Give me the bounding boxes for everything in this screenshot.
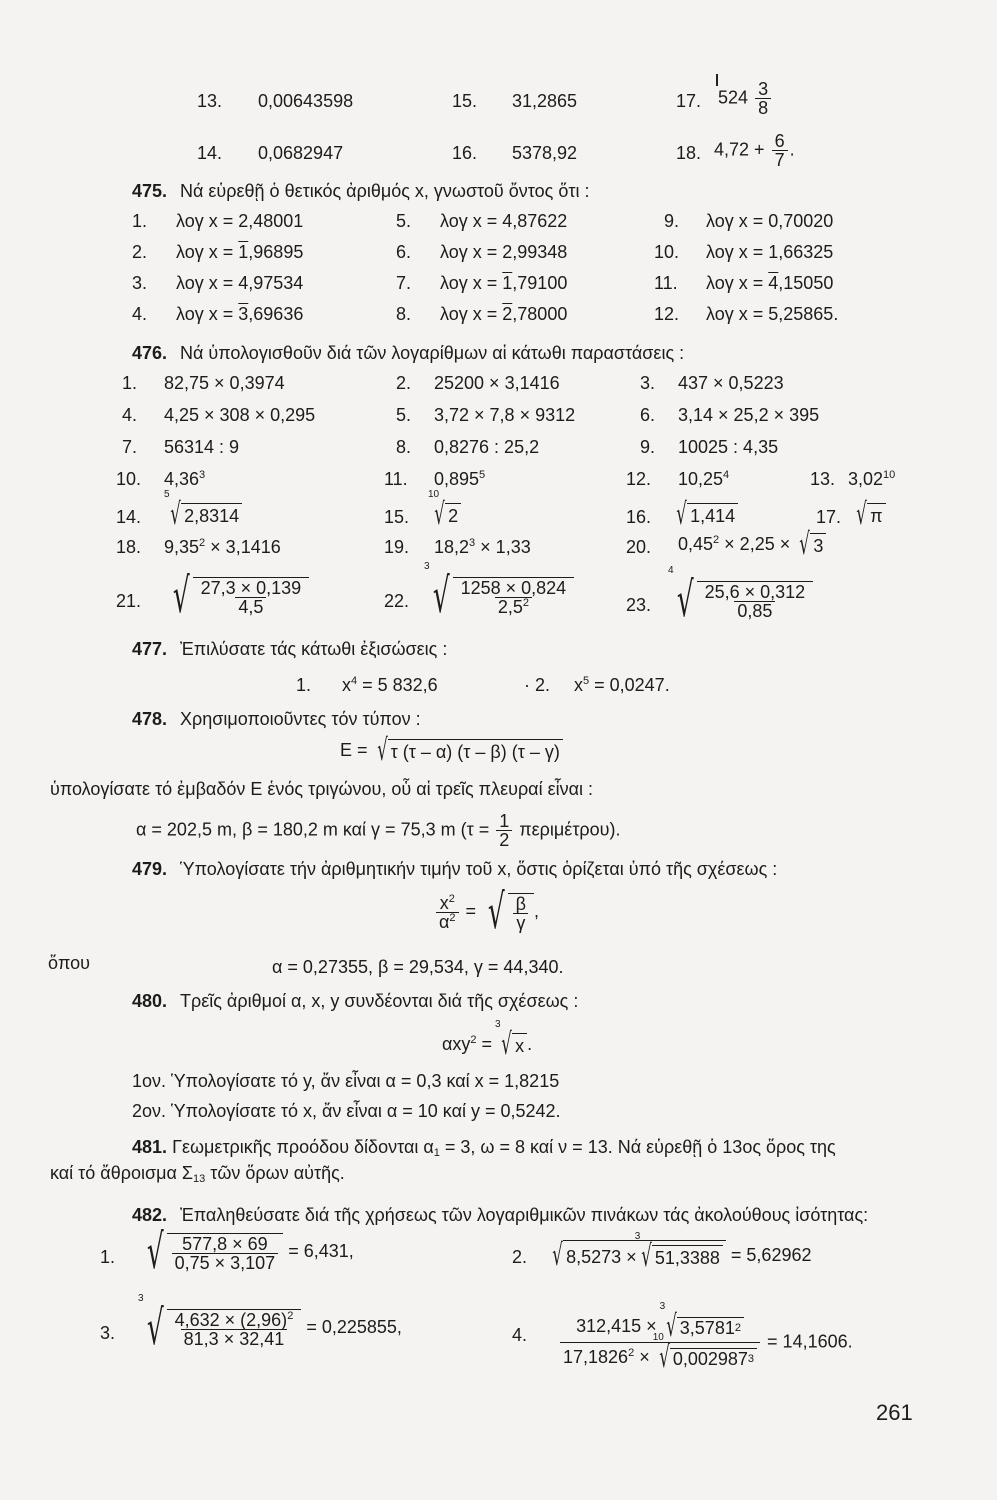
item-14-value: 0,0682947 xyxy=(258,143,344,163)
list-item: λογ x = 2,78000 xyxy=(440,304,568,324)
list-item: 9. xyxy=(640,437,656,457)
item-15-value: 31,2865 xyxy=(512,91,578,111)
list-item: 9. xyxy=(664,211,680,231)
exercise-477-number: 477. xyxy=(132,639,168,659)
root-expression: 10 √ 2 xyxy=(430,500,461,530)
list-item: λογ x = 2,99348 xyxy=(440,242,568,262)
list-item: 5. xyxy=(396,405,412,425)
list-item: 2. xyxy=(132,242,148,262)
list-item: 3,72 × 7,8 × 9312 xyxy=(434,405,576,425)
list-item: λογ x = 5,25865. xyxy=(706,304,839,324)
equation: $x^4 = 5$ 832,6 xyxy=(342,675,438,695)
triangle-sides: α = 202,5 m, β = 180,2 m καί γ = 75,3 m (τ = $\frac{1}{2}$ περιμέτρου). xyxy=(136,811,621,850)
list-item: $0,45^2 \times 2,25$ × √ 3 xyxy=(678,530,826,560)
list-item: 11. xyxy=(384,469,408,489)
exercise-478-number: 478. xyxy=(132,709,168,729)
exercise-478-text2: ὑπολογίσατε τό ἐμβαδόν Ε ἑνός τριγώνου, οὗ αἱ τρεῖς πλευραί εἶναι : xyxy=(50,779,594,799)
item-17-num: 17. xyxy=(676,91,702,111)
list-item: 25200 × 3,1416 xyxy=(434,373,560,393)
exercise-476-number: 476. xyxy=(132,343,168,363)
list-item: 4. xyxy=(132,304,148,324)
list-item: 14. xyxy=(116,507,142,527)
list-item: 6. xyxy=(396,242,412,262)
list-item: 13. xyxy=(810,469,836,489)
list-item: 0,8276 : 25,2 xyxy=(434,437,540,457)
where-label: ὅπου xyxy=(48,953,91,973)
question-2: 2ον. Ὑπολογίσατε τό x, ἄν εἶναι α = 10 καί y = 0,5242. xyxy=(132,1101,561,1121)
list-item: 19. xyxy=(384,537,410,557)
list-item: λογ x = 4,15050 xyxy=(706,273,834,293)
item-13-num: 13. xyxy=(197,91,223,111)
list-item: 21. xyxy=(116,591,142,611)
exercise-482-text: Ἐπαληθεύσατε διά τῆς χρήσεως τῶν λογαριθμικῶν πινάκων τάς ἀκολούθους ἰσότητας: xyxy=(180,1205,869,1225)
exercise-475-text: Νά εὑρεθῇ ὁ θετικός ἀριθμός x, γνωστοῦ ὄντος ὅτι : xyxy=(180,181,590,201)
list-item: 22. xyxy=(384,591,410,611)
list-item: 3. xyxy=(100,1323,116,1343)
list-item: 2. xyxy=(396,373,412,393)
item-13-value: 0,00643598 xyxy=(258,91,354,111)
list-item: 1. xyxy=(100,1247,116,1267)
list-item: 20. xyxy=(626,537,652,557)
list-item: 6. xyxy=(640,405,656,425)
list-item: 3,02$^{10}$ xyxy=(848,469,896,489)
list-item: 10025 : 4,35 xyxy=(678,437,779,457)
exercise-480-number: 480. xyxy=(132,991,168,1011)
question-1: 1ον. Ὑπολογίσατε τό y, ἄν εἶναι α = 0,3 καί x = 1,8215 xyxy=(132,1071,560,1091)
list-item: 10,25$^4$ xyxy=(678,469,730,489)
item-18-num: 18. xyxy=(676,143,702,163)
item-15-num: 15. xyxy=(452,91,478,111)
list-item: 16. xyxy=(626,507,652,527)
exercise-479-number: 479. xyxy=(132,859,168,879)
list-item: λογ x = 1,79100 xyxy=(440,273,568,293)
item-14-num: 14. xyxy=(197,143,223,163)
root-expression: 5 √ 2,8314 xyxy=(166,500,242,530)
list-item: 18. xyxy=(116,537,142,557)
identity-1: √ $\frac{577,8 \times 69}{0,75 \times 3,107}$ = 6,431, xyxy=(146,1224,354,1280)
list-item: · 2. xyxy=(524,675,551,695)
root-fraction: √ $\frac{27,3 \times 0,139}{4,5}$ xyxy=(166,572,309,620)
list-item: 10. xyxy=(116,469,142,489)
list-item: 4. xyxy=(122,405,138,425)
list-item: 3. xyxy=(640,373,656,393)
root-fraction: 3 √ $\frac{1258 \times 0,824}{2,5^2}$ xyxy=(426,572,574,620)
list-item: 8. xyxy=(396,304,412,324)
list-item: 4,25 × 308 × 0,295 xyxy=(164,405,316,425)
relation-479: $\frac{x^2}{\alpha^2}$ = √ $\frac{\beta}{\gamma}$ , xyxy=(434,888,539,936)
item-18-expr: 4,72 + $\frac{6}{7}$ . xyxy=(714,131,795,170)
list-item: 7. xyxy=(122,437,138,457)
identity-4: 312,415 × 3 √ 3,5781 2 $17,1826^2$ × 10 √ 0,002987 3 = 14,1606. xyxy=(558,1312,853,1373)
exercise-480-text: Τρεῖς ἀριθμοί α, x, y συνδέονται διά τῆς σχέσεως : xyxy=(180,991,579,1011)
exercise-481-line2: καί τό ἄθροισμα $\Sigma_{13}$ τῶν ὅρων αὐτῆς. xyxy=(50,1163,345,1185)
list-item: 23. xyxy=(626,595,652,615)
exercise-482-number: 482. xyxy=(132,1205,168,1225)
list-item: 11. xyxy=(654,273,678,293)
list-item: 3,14 × 25,2 × 395 xyxy=(678,405,820,425)
list-item: 2. xyxy=(512,1247,528,1267)
list-item: $9,35^2 \times 3,1416$ xyxy=(164,537,281,557)
list-item: 1. xyxy=(132,211,148,231)
list-item: λογ x = 4,97534 xyxy=(176,273,304,293)
list-item: 17. xyxy=(816,507,842,527)
exercise-481-line1: 481. Γεωμετρικῆς προόδου δίδονται $\alpha_1 = 3$, ω = 8 καί ν = 13. Νά εὑρεθῇ ὁ 13ος ὅρος της xyxy=(132,1137,836,1159)
list-item: 1. xyxy=(122,373,138,393)
equation: $x^5 = 0,0247$. xyxy=(574,675,670,695)
root-expression: √ 1,414 xyxy=(672,500,738,530)
exercise-478-text: Χρησιμοποιοῦντες τόν τύπον : xyxy=(180,709,421,729)
list-item: 437 × 0,5223 xyxy=(678,373,784,393)
root-fraction: 4 √ $\frac{25,6 \times 0,312}{0,85}$ xyxy=(670,576,813,624)
list-item: 8. xyxy=(396,437,412,457)
list-item: $18,2^3 \times 1,33$ xyxy=(434,537,531,557)
list-item: λογ x = 4,87622 xyxy=(440,211,568,231)
list-item: 12. xyxy=(654,304,680,324)
heron-formula: E = √ τ (τ – α) (τ – β) (τ – γ) xyxy=(340,736,563,766)
list-item: 5. xyxy=(396,211,412,231)
item-17-expr: 524 $\frac{3}{8}$ xyxy=(718,80,773,117)
exercise-477-text: Ἐπιλύσατε τάς κάτωθι ἐξισώσεις : xyxy=(180,639,448,659)
list-item: λογ x = 1,66325 xyxy=(706,242,834,262)
item-16-num: 16. xyxy=(452,143,478,163)
exercise-476-text: Νά ὑπολογισθοῦν διά τῶν λογαρίθμων αἱ κάτωθι παραστάσεις : xyxy=(180,343,685,363)
list-item: λογ x = 3,69636 xyxy=(176,304,304,324)
page-number: 261 xyxy=(876,1400,913,1425)
list-item: 1. xyxy=(296,675,312,695)
relation-480: αxy$^2$ = 3 √ x . xyxy=(442,1019,533,1062)
identity-2: √ 8,5273 × 3 √ 51,3388 = 5,62962 xyxy=(552,1231,812,1274)
list-item: 4. xyxy=(512,1325,528,1345)
list-item: λογ x = 2,48001 xyxy=(176,211,304,231)
list-item: λογ x = 0,70020 xyxy=(706,211,834,231)
root-expression: √ π xyxy=(852,500,886,530)
identity-3: 3 √ $\frac{4,632 \times (2,96)^2}{81,3 \times 32,41}$ = 0,225855, xyxy=(138,1293,402,1356)
list-item: 56314 : 9 xyxy=(164,437,240,457)
list-item: 3. xyxy=(132,273,148,293)
list-item: 15. xyxy=(384,507,410,527)
list-item: 4,36$^3$ xyxy=(164,469,206,489)
list-item: 0,895$^5$ xyxy=(434,469,486,489)
values-479: α = 0,27355, β = 29,534, γ = 44,340. xyxy=(272,957,564,977)
item-16-value: 5378,92 xyxy=(512,143,578,163)
list-item: 7. xyxy=(396,273,412,293)
list-item: 10. xyxy=(654,242,680,262)
exercise-475-number: 475. xyxy=(132,181,168,201)
exercise-479-text: Ὑπολογίσατε τήν ἀριθμητικήν τιμήν τοῦ x, ὅστις ὁρίζεται ὑπό τῆς σχέσεως : xyxy=(180,859,778,879)
list-item: 82,75 × 0,3974 xyxy=(164,373,285,393)
list-item: λογ x = 1,96895 xyxy=(176,242,304,262)
list-item: 12. xyxy=(626,469,652,489)
